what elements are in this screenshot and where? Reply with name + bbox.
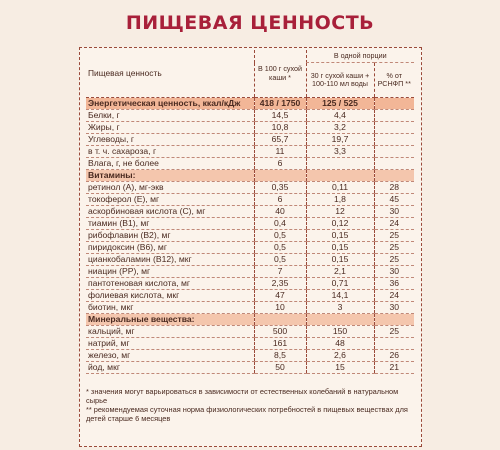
cell-pct: [374, 98, 414, 110]
macro-row: [86, 110, 414, 122]
section-cell: [374, 170, 414, 182]
cell-name: Влага, г, не более: [86, 158, 254, 170]
footnotes: [86, 388, 416, 424]
section-cell: [254, 314, 306, 326]
cell-name: пиридоксин (В6), мг: [86, 242, 254, 254]
header-rsnfp: % от РСНФП **: [374, 63, 414, 98]
cell-serving: 0,15: [306, 254, 374, 266]
cell-serving: 3,3: [306, 146, 374, 158]
cell-name: пантотеновая кислота, мг: [86, 278, 254, 290]
cell-pct: 24: [374, 218, 414, 230]
cell-pct: 25: [374, 242, 414, 254]
cell-serving: 48: [306, 338, 374, 350]
macro-row: [86, 146, 414, 158]
cell-serving: 0,71: [306, 278, 374, 290]
mineral-row: [86, 350, 414, 362]
cell-pct: [374, 110, 414, 122]
vitamin-row: [86, 182, 414, 194]
mineral-row: [86, 338, 414, 350]
cell-per100: 14,5: [254, 110, 306, 122]
cell-per100: 11: [254, 146, 306, 158]
nutrition-table: [86, 50, 414, 374]
cell-name: тиамин (В1), мг: [86, 218, 254, 230]
cell-per100: 40: [254, 206, 306, 218]
cell-name: рибофлавин (В2), мг: [86, 230, 254, 242]
cell-per100: 10,8: [254, 122, 306, 134]
cell-serving: 125 / 525: [306, 98, 374, 110]
cell-pct: 45: [374, 194, 414, 206]
cell-name: Углеводы, г: [86, 134, 254, 146]
cell-serving: 0,15: [306, 230, 374, 242]
cell-serving: 4,4: [306, 110, 374, 122]
vitamin-row: [86, 230, 414, 242]
cell-pct: [374, 122, 414, 134]
cell-name: фолиевая кислота, мкг: [86, 290, 254, 302]
cell-per100: 7: [254, 266, 306, 278]
header-per100: В 100 г сухой каши *: [254, 50, 306, 98]
cell-pct: 30: [374, 266, 414, 278]
cell-name: в т. ч. сахароза, г: [86, 146, 254, 158]
cell-per100: 418 / 1750: [254, 98, 306, 110]
header-name: Пищевая ценность: [86, 50, 254, 98]
cell-pct: 25: [374, 254, 414, 266]
cell-pct: [374, 146, 414, 158]
vitamin-row: [86, 206, 414, 218]
cell-serving: 0,12: [306, 218, 374, 230]
vitamin-row: [86, 242, 414, 254]
cell-name: токоферол (Е), мг: [86, 194, 254, 206]
cell-serving: 3: [306, 302, 374, 314]
cell-per100: 161: [254, 338, 306, 350]
cell-pct: 26: [374, 350, 414, 362]
cell-per100: 10: [254, 302, 306, 314]
cell-per100: 2,35: [254, 278, 306, 290]
cell-serving: 150: [306, 326, 374, 338]
cell-serving: 3,2: [306, 122, 374, 134]
cell-name: Белки, г: [86, 110, 254, 122]
section-cell: [306, 170, 374, 182]
cell-pct: 36: [374, 278, 414, 290]
cell-pct: 28: [374, 182, 414, 194]
section-title: Минеральные вещества:: [86, 314, 254, 326]
cell-serving: 2,6: [306, 350, 374, 362]
cell-name: ретинол (А), мг-экв: [86, 182, 254, 194]
footnote-1: * значения могут варьироваться в зависимости от естественных колебаний в натуральном сырье: [86, 387, 399, 405]
cell-pct: 30: [374, 206, 414, 218]
cell-name: кальций, мг: [86, 326, 254, 338]
cell-pct: 24: [374, 290, 414, 302]
cell-name: Энергетическая ценность, ккал/кДж: [86, 98, 254, 110]
cell-pct: 25: [374, 230, 414, 242]
cell-per100: 0,5: [254, 242, 306, 254]
minerals-section-row: [86, 314, 414, 326]
cell-per100: 6: [254, 158, 306, 170]
cell-serving: 0,15: [306, 242, 374, 254]
section-cell: [254, 170, 306, 182]
energy-row: [86, 98, 414, 110]
vitamin-row: [86, 218, 414, 230]
vitamin-row: [86, 302, 414, 314]
cell-per100: 50: [254, 362, 306, 374]
cell-pct: [374, 338, 414, 350]
cell-serving: 15: [306, 362, 374, 374]
vitamins-section-row: [86, 170, 414, 182]
header-serving-detail: 30 г сухой каши + 100-110 мл воды: [306, 63, 374, 98]
mineral-row: [86, 362, 414, 374]
footnote-2: ** рекомендуемая суточная норма физиологических потребностей в пищевых веществах для детей старше 6 месяцев: [86, 404, 408, 423]
cell-name: аскорбиновая кислота (С), мг: [86, 206, 254, 218]
cell-per100: 47: [254, 290, 306, 302]
cell-pct: 21: [374, 362, 414, 374]
page-title: ПИЩЕВАЯ ЦЕННОСТЬ: [125, 12, 375, 34]
section-cell: [306, 314, 374, 326]
cell-name: биотин, мкг: [86, 302, 254, 314]
vitamin-row: [86, 194, 414, 206]
cell-name: йод, мкг: [86, 362, 254, 374]
section-title: Витамины:: [86, 170, 254, 182]
cell-serving: 12: [306, 206, 374, 218]
cell-name: Жиры, г: [86, 122, 254, 134]
cell-name: натрий, мг: [86, 338, 254, 350]
cell-pct: 30: [374, 302, 414, 314]
cell-per100: 65,7: [254, 134, 306, 146]
cell-name: цианкобаламин (В12), мкг: [86, 254, 254, 266]
cell-name: ниацин (РР), мг: [86, 266, 254, 278]
cell-per100: 8,5: [254, 350, 306, 362]
cell-serving: [306, 158, 374, 170]
cell-pct: [374, 158, 414, 170]
cell-name: железо, мг: [86, 350, 254, 362]
macro-row: [86, 122, 414, 134]
cell-per100: 6: [254, 194, 306, 206]
vitamin-row: [86, 254, 414, 266]
cell-per100: 0,5: [254, 230, 306, 242]
cell-pct: [374, 134, 414, 146]
macro-row: [86, 134, 414, 146]
header-per-serving: В одной порции: [306, 50, 414, 63]
cell-per100: 0,4: [254, 218, 306, 230]
vitamin-row: [86, 278, 414, 290]
cell-per100: 0,5: [254, 254, 306, 266]
cell-serving: 2,1: [306, 266, 374, 278]
cell-serving: 0,11: [306, 182, 374, 194]
cell-per100: 0,35: [254, 182, 306, 194]
cell-pct: 25: [374, 326, 414, 338]
cell-serving: 19,7: [306, 134, 374, 146]
macro-row: [86, 158, 414, 170]
section-cell: [374, 314, 414, 326]
cell-serving: 14,1: [306, 290, 374, 302]
vitamin-row: [86, 290, 414, 302]
vitamin-row: [86, 266, 414, 278]
mineral-row: [86, 326, 414, 338]
cell-per100: 500: [254, 326, 306, 338]
cell-serving: 1,8: [306, 194, 374, 206]
